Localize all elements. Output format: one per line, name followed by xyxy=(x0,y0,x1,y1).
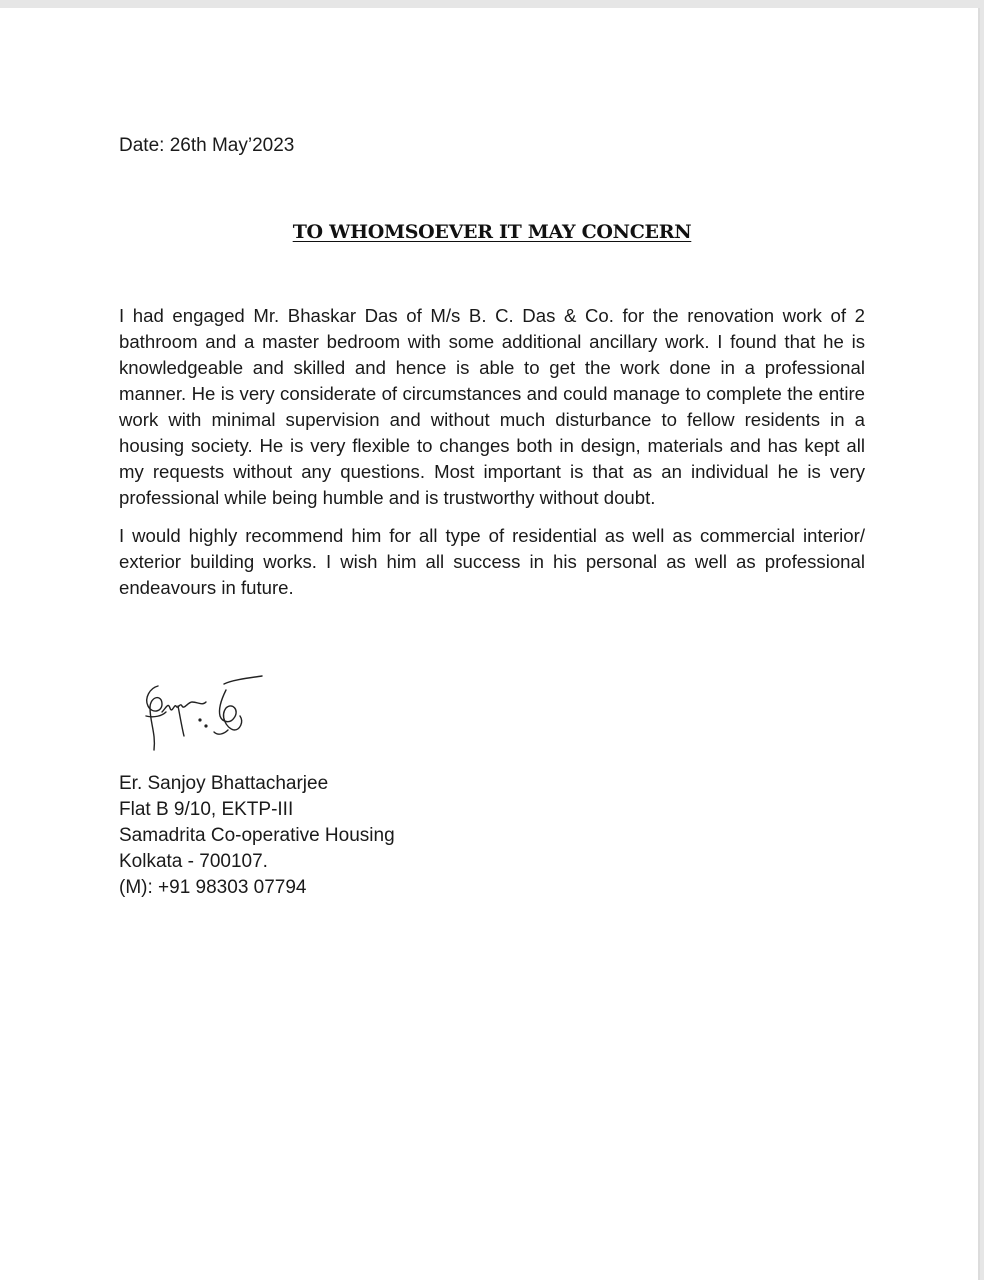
letter-page xyxy=(0,8,980,1280)
signature-icon xyxy=(136,672,268,754)
letter-title: TO WHOMSOEVER IT MAY CONCERN xyxy=(292,221,692,243)
sender-phone: (M): +91 98303 07794 xyxy=(119,877,307,898)
sender-address-block xyxy=(119,771,395,901)
sender-address-line-2: Samadrita Co-operative Housing xyxy=(119,825,395,846)
body-paragraph-2: I would highly recommend him for all type of residential as well as commercial interior/ exterior building works. I wish him all success in his personal as well as professional endeavours in future. xyxy=(119,525,865,598)
sender-address-line-1: Flat B 9/10, EKTP-III xyxy=(119,799,294,820)
sender-city: Kolkata - 700107. xyxy=(119,851,268,872)
sender-name: Er. Sanjoy Bhattacharjee xyxy=(119,773,329,794)
body-paragraph-1: I had engaged Mr. Bhaskar Das of M/s B. C. Das & Co. for the renovation work of 2 bathroom and a master bedroom with some additional ancillary work. I found that he is knowledgeable and skilled and hence is able to get the work done in a professional manner. He is very considerate of circumstances and could manage to complete the entire work with minimal supervision and without much disturbance to fellow residents in a housing society. He is very flexible to changes both in design, materials and has kept all my requests without any questions. Most important is that as an individual he is very professional while being humble and is trustworthy without doubt. xyxy=(119,305,865,508)
letter-date: Date: 26th May’2023 xyxy=(119,135,295,156)
